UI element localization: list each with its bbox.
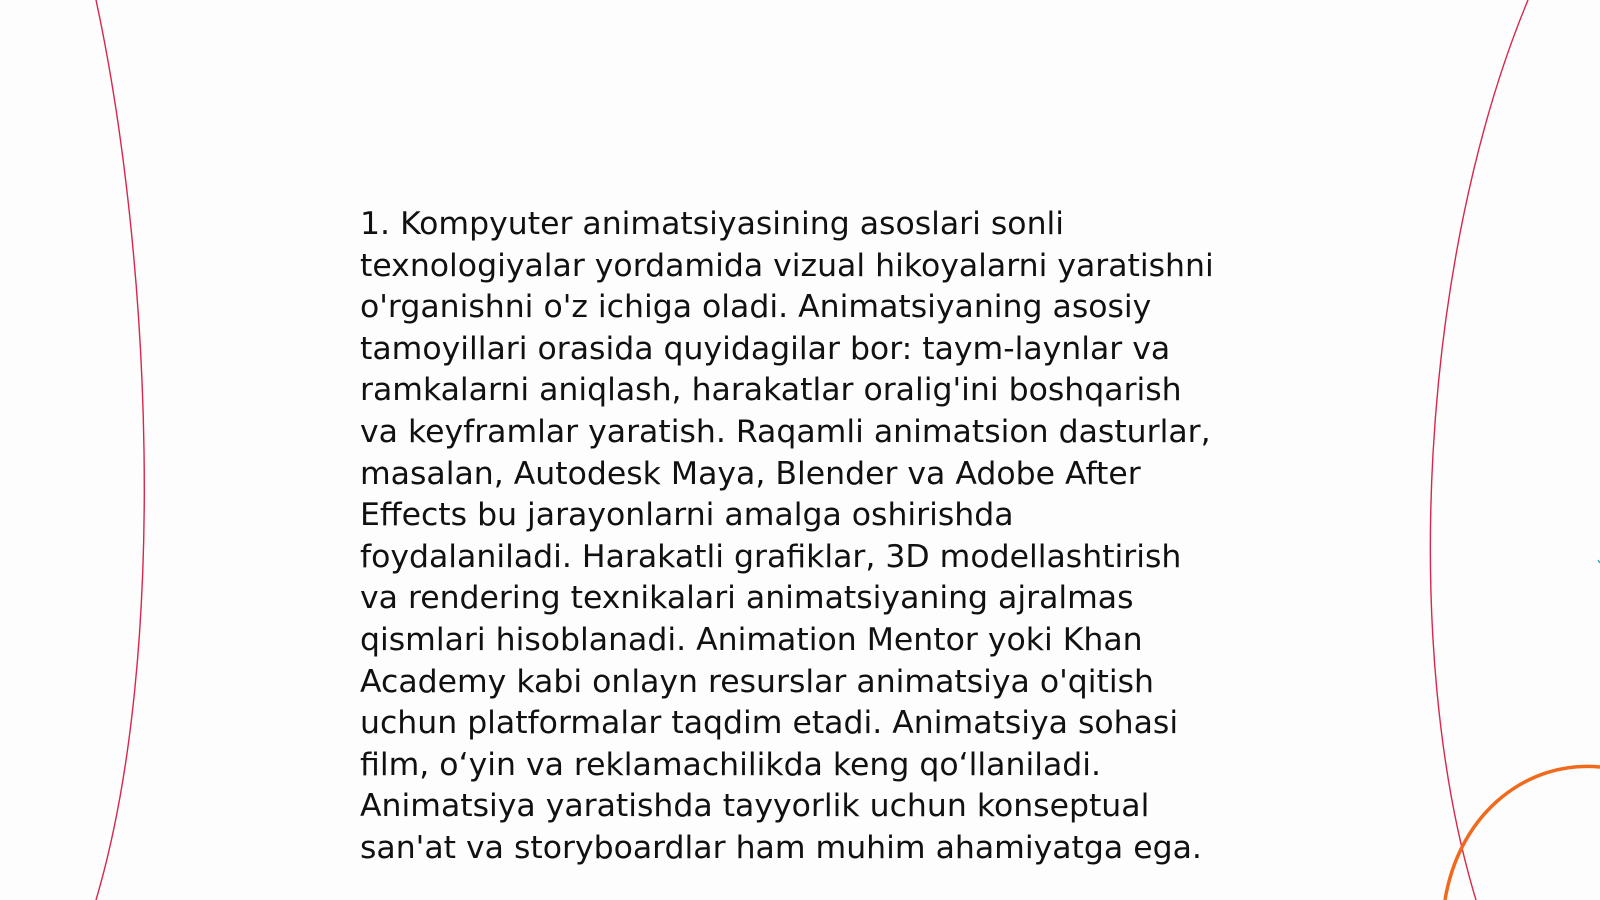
orange-arc bbox=[1445, 766, 1600, 900]
left-curve-line bbox=[96, 0, 144, 900]
right-curve-line bbox=[1430, 0, 1528, 900]
body-text: 1. Kompyuter animatsiyasining asoslari sonli texnologiyalar yordamida vizual hikoyalarni yaratishni o'rganishni o'z ichiga oladi. Animatsiyaning asosiy tamoyillari orasida quyidagilar bor: taym-laynlar va ramkalarni aniqlash, harakatlar oralig'ini boshqarish va keyframlar yaratish. Raqamli animatsion dasturlar, masalan, Autodesk Maya, Blender va Adobe After Effects bu jarayonlarni amalga oshirishda foydalaniladi. Harakatli grafiklar, 3D modellashtirish va rendering texnikalari animatsiyaning ajralmas qismlari hisoblanadi. Animation Mentor yoki Khan Academy kabi onlayn resurslar animatsiya o'qitish uchun platformalar taqdim etadi. Animatsiya sohasi film, o‘yin va reklamachilikda keng qo‘llaniladi. Animatsiya yaratishda tayyorlik uchun konseptual san'at va storyboardlar ham muhim ahamiyatga ega. bbox=[360, 206, 1214, 866]
